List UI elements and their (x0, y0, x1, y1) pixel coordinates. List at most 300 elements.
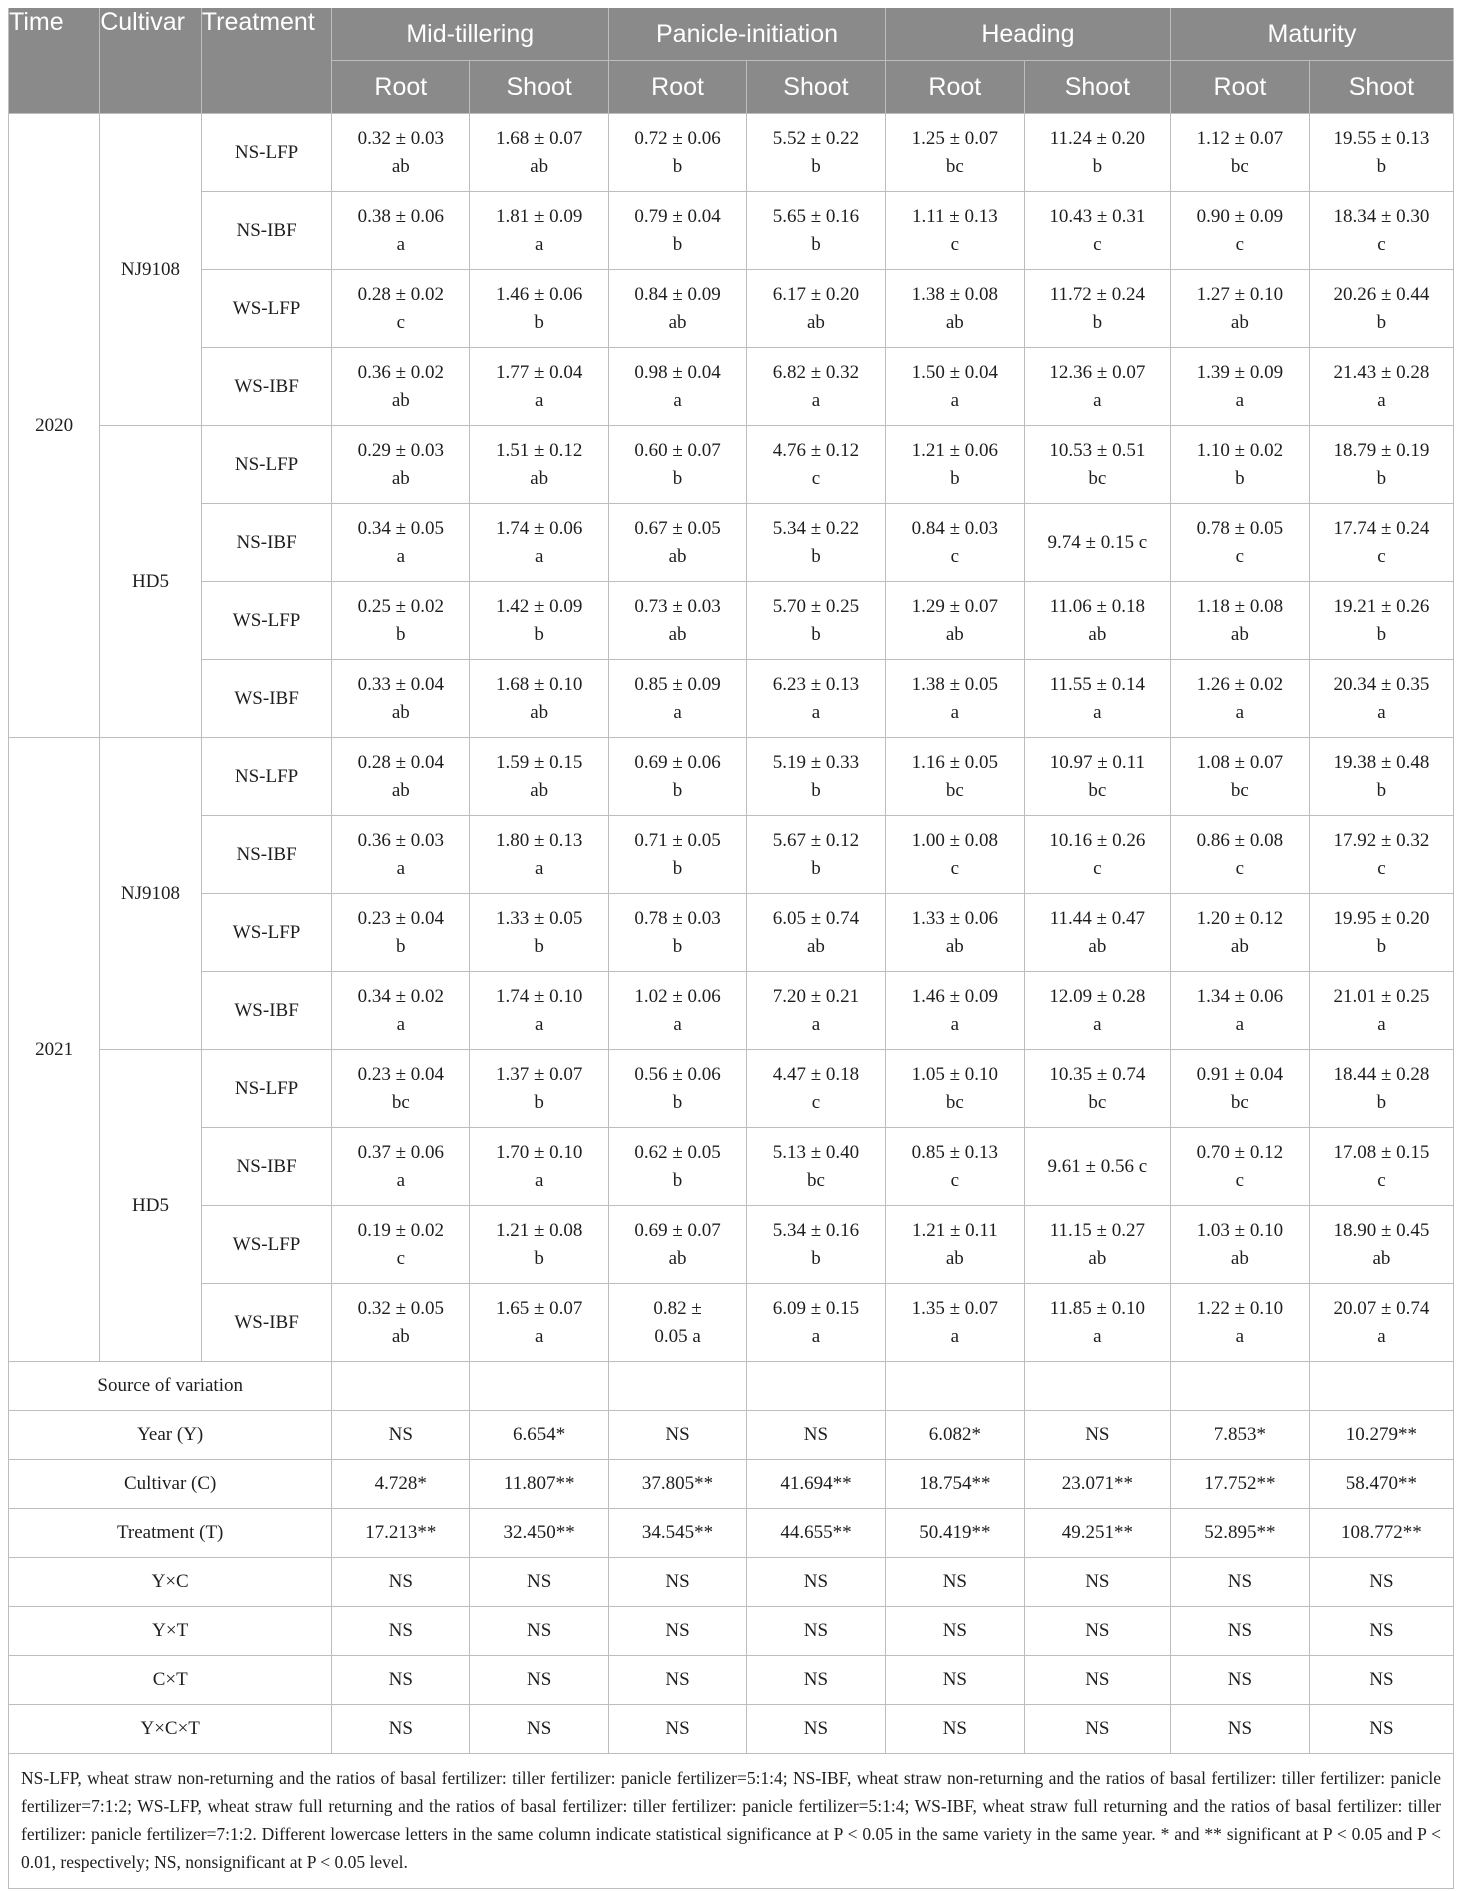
cell-value (470, 504, 609, 582)
value-significance-letter: c (811, 467, 821, 489)
value-mean-se: 18.34 ± 0.30 (1333, 205, 1430, 227)
value-mean-se: 0.79 ± 0.04 (634, 205, 721, 227)
value-significance-letter: b (396, 935, 406, 957)
table-row (9, 504, 1454, 582)
empty-cell (885, 1362, 1024, 1411)
value-significance-letter: c (1235, 857, 1245, 879)
value-mean-se: 1.39 ± 0.09 (1196, 361, 1284, 383)
value-mean-se: 6.82 ± 0.32 (772, 361, 860, 383)
value-significance-letter: c (1377, 857, 1386, 879)
value-significance-letter: b (672, 467, 683, 489)
header-cultivar: Cultivar (100, 8, 202, 114)
variation-value: NS (746, 1656, 885, 1705)
empty-cell (746, 1362, 885, 1411)
value-mean-se: 17.92 ± 0.32 (1333, 829, 1430, 851)
value-significance-letter: ab (530, 467, 549, 489)
value-significance-letter: a (950, 389, 960, 411)
value-mean-se: 6.17 ± 0.20 (772, 283, 860, 305)
variation-value: NS (470, 1558, 609, 1607)
cell-treatment: NS-IBF (201, 192, 332, 270)
value-significance-letter: a (534, 857, 544, 879)
table-row (9, 660, 1454, 738)
variation-value: 52.895** (1170, 1509, 1309, 1558)
value-mean-se: 1.77 ± 0.04 (495, 361, 583, 383)
value-significance-letter: a (396, 233, 406, 255)
value-mean-se: 1.05 ± 0.10 (911, 1063, 999, 1085)
value-mean-se: 1.33 ± 0.05 (495, 907, 583, 929)
cell-value (609, 660, 747, 738)
cell-value (332, 504, 470, 582)
cell-value (1170, 816, 1309, 894)
cell-cultivar: NJ9108 (100, 738, 202, 1050)
value-mean-se: 0.60 ± 0.07 (634, 439, 721, 461)
cell-value (1309, 738, 1453, 816)
value-significance-letter: b (534, 623, 544, 645)
value-mean-se: 11.15 ± 0.27 (1049, 1219, 1145, 1241)
variation-row (9, 1558, 1454, 1607)
cell-value (1024, 348, 1170, 426)
value-significance-letter: a (534, 545, 544, 567)
value-mean-se: 12.36 ± 0.07 (1049, 361, 1146, 383)
variation-value: NS (332, 1558, 470, 1607)
empty-cell (1170, 1362, 1309, 1411)
value-mean-se: 1.11 ± 0.13 (911, 205, 998, 227)
cell-value (332, 582, 470, 660)
value-significance-letter: b (811, 155, 821, 177)
value-significance-letter: c (950, 857, 960, 879)
cell-value (746, 270, 885, 348)
variation-value: NS (332, 1607, 470, 1656)
variation-row (9, 1607, 1454, 1656)
variation-value: NS (1170, 1656, 1309, 1705)
variation-value: 23.071** (1024, 1460, 1170, 1509)
value-significance-letter: b (1376, 467, 1387, 489)
variation-label: Cultivar (C) (9, 1460, 332, 1509)
value-mean-se: 0.73 ± 0.03 (634, 595, 721, 617)
variation-value: NS (885, 1558, 1024, 1607)
cell-value (1170, 1050, 1309, 1128)
value-significance-letter: ab (1088, 935, 1107, 957)
cell-value (609, 192, 747, 270)
value-mean-se: 21.01 ± 0.25 (1333, 985, 1430, 1007)
value-significance-letter: b (811, 779, 821, 801)
table-row (9, 114, 1454, 192)
value-mean-se: 20.07 ± 0.74 (1333, 1297, 1430, 1319)
value-mean-se: 1.81 ± 0.09 (495, 205, 583, 227)
value-mean-se: 0.28 ± 0.04 (357, 751, 445, 773)
value-mean-se: 5.52 ± 0.22 (772, 127, 860, 149)
variation-value: NS (609, 1607, 747, 1656)
value-mean-se: 0.98 ± 0.04 (634, 361, 721, 383)
table-row (9, 1206, 1454, 1284)
cell-value (885, 1128, 1024, 1206)
value-mean-se: 1.21 ± 0.11 (911, 1219, 998, 1241)
value-significance-letter: b (672, 155, 683, 177)
variation-value: NS (609, 1656, 747, 1705)
value-mean-se: 17.74 ± 0.24 (1333, 517, 1430, 539)
value-significance-letter: bc (945, 1091, 964, 1113)
cell-value (609, 738, 747, 816)
value-mean-se: 0.28 ± 0.02 (357, 283, 445, 305)
cell-value (470, 816, 609, 894)
variation-value: NS (609, 1558, 747, 1607)
variation-value: NS (609, 1411, 747, 1460)
header-shoot: Shoot (1309, 61, 1453, 114)
value-significance-letter: b (811, 233, 821, 255)
value-mean-se: 1.10 ± 0.02 (1196, 439, 1284, 461)
value-significance-letter: a (950, 1325, 960, 1347)
value-mean-se: 0.85 ± 0.09 (634, 673, 721, 695)
table-row (9, 192, 1454, 270)
variation-value: NS (332, 1411, 470, 1460)
value-significance-letter: ab (668, 1247, 687, 1269)
cell-value (885, 1284, 1024, 1362)
value-mean-se: 5.34 ± 0.16 (772, 1219, 860, 1241)
empty-cell (609, 1362, 747, 1411)
header-time: Time (9, 8, 100, 114)
header-stage-maturity: Maturity (1170, 8, 1453, 61)
value-significance-letter: a (811, 1013, 821, 1035)
cell-value (885, 660, 1024, 738)
value-mean-se: 1.65 ± 0.07 (495, 1297, 583, 1319)
value-mean-se: 11.24 ± 0.20 (1049, 127, 1145, 149)
variation-row (9, 1656, 1454, 1705)
variation-value: NS (332, 1656, 470, 1705)
variation-label: Y×C (9, 1558, 332, 1607)
value-significance-letter: a (1377, 1013, 1386, 1035)
value-significance-letter: b (672, 779, 683, 801)
value-significance-letter: a (1377, 389, 1386, 411)
variation-value: 32.450** (470, 1509, 609, 1558)
value-significance-letter: ab (945, 311, 964, 333)
variation-value: NS (885, 1607, 1024, 1656)
cell-value (885, 816, 1024, 894)
cell-treatment: WS-LFP (201, 894, 332, 972)
value-mean-se: 1.68 ± 0.07 (495, 127, 583, 149)
cell-value (1170, 1206, 1309, 1284)
value-mean-se: 0.70 ± 0.12 (1196, 1141, 1284, 1163)
value-significance-letter: b (1376, 311, 1387, 333)
value-significance-letter: a (1235, 701, 1245, 723)
cell-value (470, 348, 609, 426)
cell-value (1024, 894, 1170, 972)
variation-value: 50.419** (885, 1509, 1024, 1558)
value-significance-letter: a (534, 1325, 544, 1347)
cell-value (1309, 582, 1453, 660)
value-significance-letter: a (396, 1013, 406, 1035)
variation-value: NS (470, 1656, 609, 1705)
cell-value (885, 738, 1024, 816)
variation-value: 37.805** (609, 1460, 747, 1509)
value-mean-se: 1.74 ± 0.06 (495, 517, 583, 539)
value-significance-letter: b (811, 857, 821, 879)
value-mean-se: 1.26 ± 0.02 (1196, 673, 1284, 695)
value-significance-letter: a (534, 1013, 544, 1035)
cell-value (1024, 504, 1170, 582)
value-significance-letter: a (1377, 1325, 1386, 1347)
value-mean-se: 1.16 ± 0.05 (911, 751, 999, 773)
cell-value (885, 504, 1024, 582)
cell-value (332, 192, 470, 270)
value-significance-letter: ab (530, 779, 549, 801)
variation-label: Treatment (T) (9, 1509, 332, 1558)
value-significance-letter: a (950, 701, 960, 723)
cell-treatment: WS-IBF (201, 660, 332, 738)
cell-value (1170, 348, 1309, 426)
value-significance-letter: a (811, 701, 821, 723)
variation-value: NS (1309, 1607, 1453, 1656)
value-mean-se: 5.19 ± 0.33 (772, 751, 860, 773)
value-significance-letter: b (672, 1169, 683, 1191)
cell-value (1170, 894, 1309, 972)
variation-value: 7.853* (1170, 1411, 1309, 1460)
cell-value (746, 348, 885, 426)
variation-title-row (9, 1362, 1454, 1411)
value-mean-se: 6.23 ± 0.13 (772, 673, 860, 695)
value-significance-letter: ab (668, 545, 687, 567)
cell-value (746, 504, 885, 582)
value-mean-se: 1.70 ± 0.10 (495, 1141, 583, 1163)
variation-value: 18.754** (885, 1460, 1024, 1509)
value-mean-se: 0.91 ± 0.04 (1196, 1063, 1284, 1085)
value-significance-letter: b (1376, 623, 1387, 645)
cell-value (1170, 1284, 1309, 1362)
value-significance-letter: bc (806, 1169, 825, 1191)
cell-value (609, 1206, 747, 1284)
table-row (9, 582, 1454, 660)
table-header (9, 8, 1454, 114)
variation-value: 44.655** (746, 1509, 885, 1558)
variation-value: 11.807** (470, 1460, 609, 1509)
value-mean-se: 1.12 ± 0.07 (1196, 127, 1284, 149)
cell-value (746, 1128, 885, 1206)
cell-value (1024, 816, 1170, 894)
value-mean-se: 10.97 ± 0.11 (1049, 751, 1145, 773)
value-significance-letter: bc (945, 155, 964, 177)
value-significance-letter: a (534, 1169, 544, 1191)
value-significance-letter: b (1376, 1091, 1387, 1113)
cell-value (1309, 1050, 1453, 1128)
cell-value (609, 426, 747, 504)
variation-title: Source of variation (9, 1362, 332, 1411)
value-mean-se: 1.03 ± 0.10 (1196, 1219, 1284, 1241)
cell-value (1309, 894, 1453, 972)
value-mean-se: 1.27 ± 0.10 (1196, 283, 1284, 305)
value-significance-letter: b (1376, 935, 1387, 957)
value-mean-se: 1.38 ± 0.08 (911, 283, 999, 305)
empty-cell (470, 1362, 609, 1411)
cell-value (746, 972, 885, 1050)
table-row (9, 972, 1454, 1050)
table-row (9, 1050, 1454, 1128)
value-significance-letter: 0.05 a (654, 1325, 701, 1347)
header-shoot: Shoot (470, 61, 609, 114)
cell-value (609, 348, 747, 426)
value-mean-se: 1.08 ± 0.07 (1196, 751, 1284, 773)
cell-value (470, 1206, 609, 1284)
cell-value (1309, 114, 1453, 192)
cell-value (609, 114, 747, 192)
cell-value (1309, 816, 1453, 894)
cell-value (1309, 426, 1453, 504)
cell-value (746, 426, 885, 504)
cell-value (1309, 270, 1453, 348)
value-mean-se: 0.36 ± 0.02 (357, 361, 445, 383)
cell-value (1024, 1206, 1170, 1284)
header-stage-panicle-initiation: Panicle-initiation (609, 8, 886, 61)
header-stage-heading: Heading (885, 8, 1170, 61)
header-treatment: Treatment (201, 8, 332, 114)
cell-value (1024, 426, 1170, 504)
variation-value: NS (746, 1558, 885, 1607)
cell-value (609, 894, 747, 972)
value-mean-se: 18.90 ± 0.45 (1333, 1219, 1430, 1241)
value-significance-letter: b (534, 1091, 544, 1113)
value-significance-letter: c (950, 545, 960, 567)
value-significance-letter: bc (1230, 779, 1249, 801)
cell-value (1170, 192, 1309, 270)
cell-value (332, 1206, 470, 1284)
value-significance-letter: a (950, 1013, 960, 1035)
value-mean-se: 1.42 ± 0.09 (495, 595, 583, 617)
cell-value (332, 738, 470, 816)
cell-treatment: WS-IBF (201, 972, 332, 1050)
value-significance-letter: bc (1230, 1091, 1249, 1113)
value-mean-se: 1.46 ± 0.09 (911, 985, 999, 1007)
cell-value (1309, 1284, 1453, 1362)
cell-value (470, 582, 609, 660)
cell-treatment: WS-LFP (201, 270, 332, 348)
variation-value: 108.772** (1309, 1509, 1453, 1558)
value-mean-se: 9.61 ± 0.56 c (1047, 1155, 1148, 1177)
value-mean-se: 0.37 ± 0.06 (357, 1141, 445, 1163)
value-significance-letter: a (1235, 1325, 1245, 1347)
header-root: Root (609, 61, 747, 114)
value-significance-letter: bc (1230, 155, 1249, 177)
value-mean-se: 4.47 ± 0.18 (772, 1063, 860, 1085)
table-row (9, 816, 1454, 894)
value-significance-letter: bc (391, 1091, 410, 1113)
cell-value (1309, 660, 1453, 738)
cell-value (470, 894, 609, 972)
empty-cell (332, 1362, 470, 1411)
cell-value (1024, 192, 1170, 270)
value-significance-letter: c (1235, 233, 1245, 255)
cell-value (470, 660, 609, 738)
cell-value (609, 1128, 747, 1206)
value-significance-letter: bc (945, 779, 964, 801)
cell-value (1024, 270, 1170, 348)
cell-value (746, 1206, 885, 1284)
value-mean-se: 0.82 ± (653, 1297, 702, 1319)
cell-value (746, 738, 885, 816)
variation-value: NS (1170, 1705, 1309, 1754)
cell-value (470, 192, 609, 270)
variation-value: NS (746, 1705, 885, 1754)
table-row (9, 738, 1454, 816)
cell-value (885, 114, 1024, 192)
value-significance-letter: bc (1088, 467, 1107, 489)
cell-cultivar: NJ9108 (100, 114, 202, 426)
cell-value (470, 426, 609, 504)
value-mean-se: 0.25 ± 0.02 (357, 595, 445, 617)
cell-value (1170, 426, 1309, 504)
value-mean-se: 0.34 ± 0.02 (357, 985, 445, 1007)
value-significance-letter: c (1377, 1169, 1386, 1191)
cell-value (746, 894, 885, 972)
cell-value (1309, 504, 1453, 582)
cell-value (1309, 348, 1453, 426)
cell-value (1024, 114, 1170, 192)
value-mean-se: 0.32 ± 0.03 (357, 127, 445, 149)
cell-value (1024, 660, 1170, 738)
value-mean-se: 19.21 ± 0.26 (1333, 595, 1430, 617)
value-mean-se: 11.55 ± 0.14 (1049, 673, 1145, 695)
value-mean-se: 19.95 ± 0.20 (1333, 907, 1430, 929)
value-significance-letter: ab (1230, 311, 1249, 333)
value-significance-letter: a (1093, 389, 1102, 411)
value-significance-letter: a (811, 1325, 821, 1347)
value-mean-se: 5.70 ± 0.25 (772, 595, 860, 617)
header-shoot: Shoot (746, 61, 885, 114)
variation-value: NS (1024, 1607, 1170, 1656)
value-mean-se: 0.69 ± 0.07 (634, 1219, 721, 1241)
table-row (9, 426, 1454, 504)
variation-row (9, 1509, 1454, 1558)
table-body (9, 114, 1454, 1754)
value-significance-letter: c (1235, 545, 1245, 567)
header-shoot: Shoot (1024, 61, 1170, 114)
value-significance-letter: ab (391, 155, 410, 177)
cell-value (1024, 1128, 1170, 1206)
value-significance-letter: a (1235, 1013, 1245, 1035)
value-mean-se: 0.29 ± 0.03 (357, 439, 445, 461)
cell-value (1170, 660, 1309, 738)
value-mean-se: 5.65 ± 0.16 (772, 205, 860, 227)
cell-value (1309, 1128, 1453, 1206)
cell-value (470, 114, 609, 192)
variation-value: 49.251** (1024, 1509, 1170, 1558)
value-significance-letter: ab (668, 623, 687, 645)
cell-value (1170, 114, 1309, 192)
value-mean-se: 6.05 ± 0.74 (772, 907, 860, 929)
value-mean-se: 0.78 ± 0.03 (634, 907, 721, 929)
cell-value (885, 1206, 1024, 1284)
cell-treatment: NS-IBF (201, 816, 332, 894)
value-mean-se: 10.35 ± 0.74 (1049, 1063, 1146, 1085)
variation-value: NS (470, 1705, 609, 1754)
cell-value (470, 1128, 609, 1206)
cell-cultivar: HD5 (100, 426, 202, 738)
cell-value (746, 1050, 885, 1128)
cell-value (470, 270, 609, 348)
value-significance-letter: ab (1230, 935, 1249, 957)
value-mean-se: 11.06 ± 0.18 (1049, 595, 1145, 617)
value-mean-se: 0.36 ± 0.03 (357, 829, 445, 851)
value-significance-letter: bc (1088, 779, 1107, 801)
value-mean-se: 11.85 ± 0.10 (1049, 1297, 1145, 1319)
value-significance-letter: b (534, 935, 544, 957)
value-mean-se: 10.16 ± 0.26 (1049, 829, 1146, 851)
value-mean-se: 0.84 ± 0.03 (911, 517, 999, 539)
variation-value: NS (1024, 1411, 1170, 1460)
value-significance-letter: a (1093, 701, 1102, 723)
cell-value (1170, 972, 1309, 1050)
value-significance-letter: b (672, 857, 683, 879)
variation-value: 10.279** (1309, 1411, 1453, 1460)
cell-value (609, 504, 747, 582)
value-significance-letter: b (396, 623, 406, 645)
